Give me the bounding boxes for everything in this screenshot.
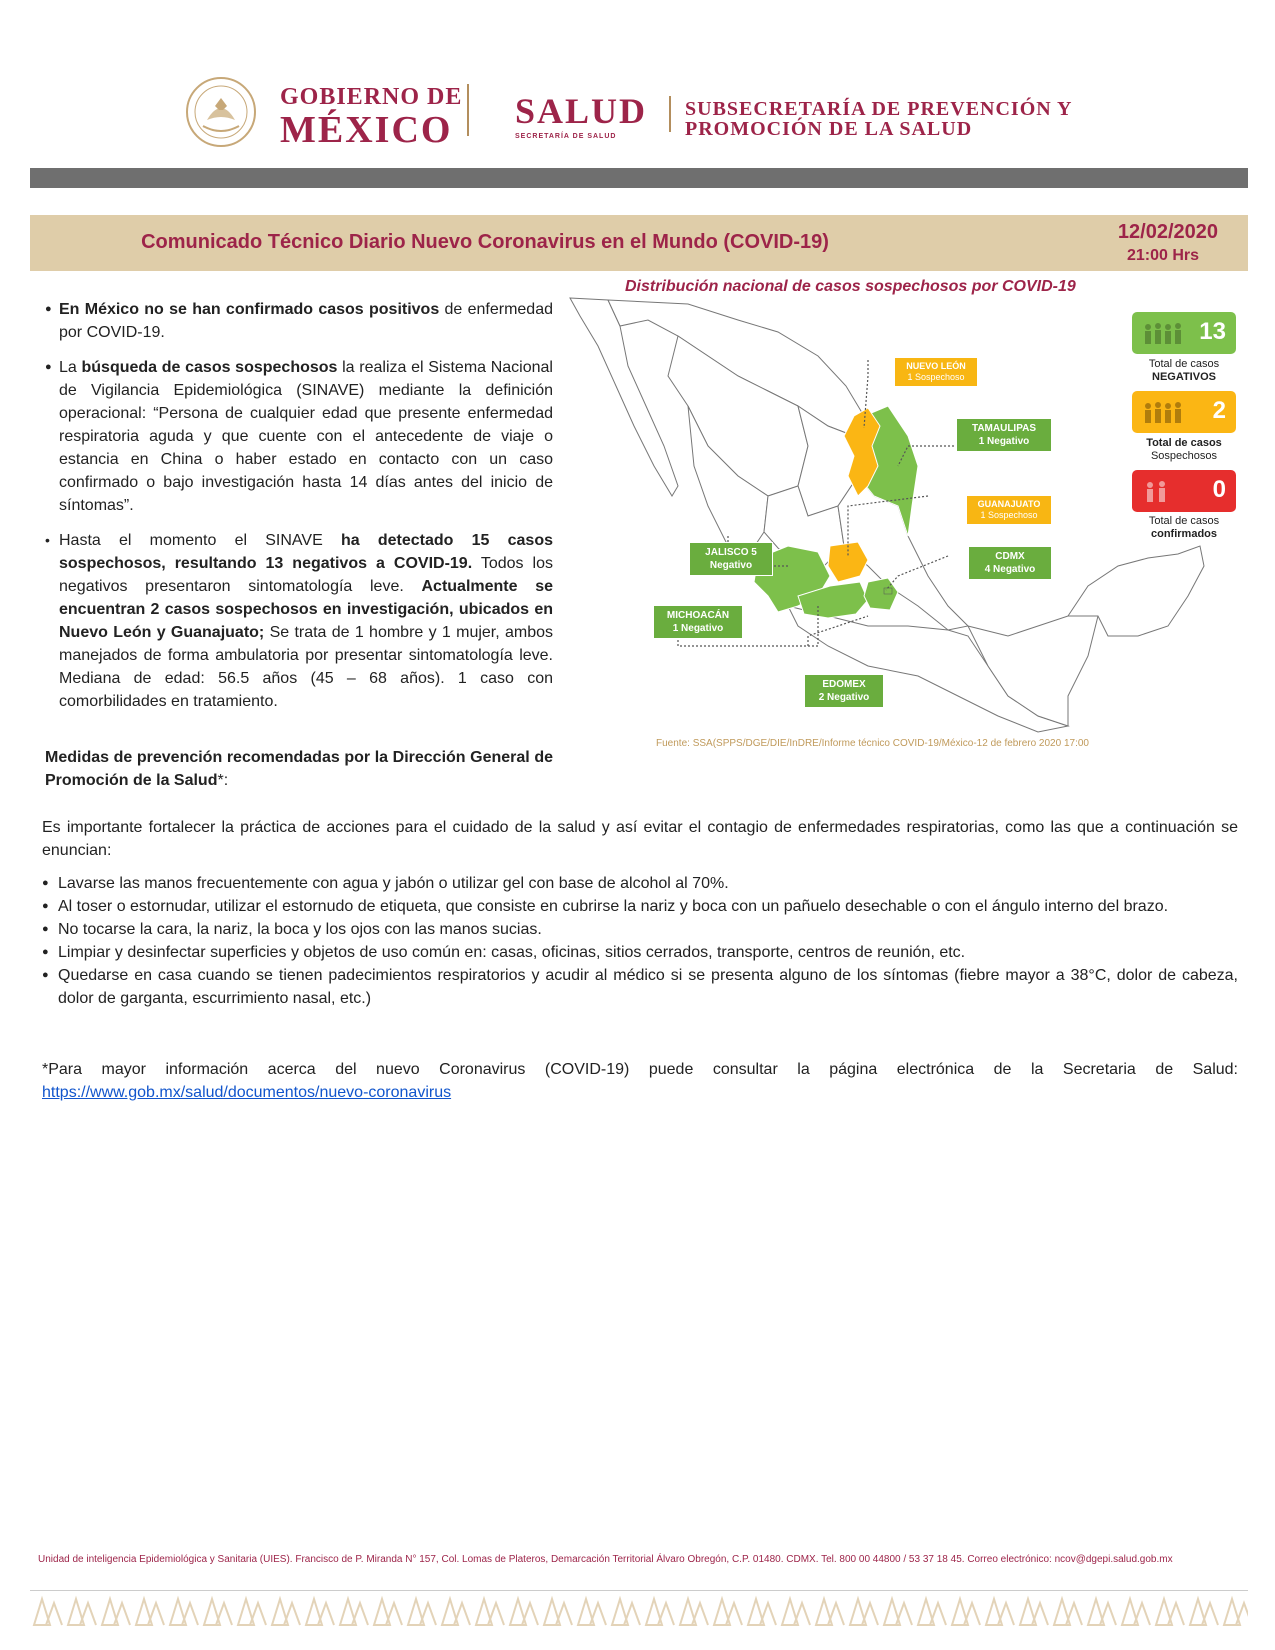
- label-nuevo-leon: NUEVO LEÓN 1 Sospechoso: [894, 357, 978, 387]
- footer-divider: [30, 1590, 1248, 1591]
- label-edomex: EDOMEX 2 Negativo: [804, 674, 884, 708]
- gobierno-line2: MÉXICO: [280, 109, 453, 151]
- list-item: ● Quedarse en casa cuando se tienen padecimientos respiratorios y acudir al médico si se presenta alguno de los síntomas (fiebre mayor a 38°C, dolor de cabeza, dolor de garganta, escurrimiento nasal, etc.): [42, 964, 1238, 1010]
- label-tamaulipas: TAMAULIPAS 1 Negativo: [956, 418, 1052, 452]
- bullet-busqueda: ● La búsqueda de casos sospechosos la realiza el Sistema Nacional de Vigilancia Epidemiológica (SINAVE) mediante la definición operacional: “Persona de cualquier edad que presente enfermedad respiratoria aguda y que cuente con el antecedente de viaje o estancia en China o haber estado en contacto con un caso confirmado o bajo investigación hasta 14 días antes del inicio de síntomas”.: [45, 356, 553, 517]
- report-time: 21:00 Hrs: [1126, 247, 1200, 264]
- subsecretaria-line1: SUBSECRETARÍA DE PREVENCIÓN Y: [685, 98, 1073, 120]
- list-item: ● Lavarse las manos frecuentemente con agua y jabón o utilizar gel con base de alcohol al 70%.: [42, 872, 1238, 895]
- footer-text: Unidad de inteligencia Epidemiológica y Sanitaria (UIES). Francisco de P. Miranda N° 157, Col. Lomas de Plateros, Demarcación Territorial Álvaro Obregón, C.P. 01480. CDMX. Tel. 800 00 44800 / 53 37 18 45. Correo electrónico: ncov@dgepi.salud.gob.mx: [38, 1554, 1173, 1565]
- people-group-icon: [1140, 478, 1190, 504]
- intro-paragraph: Es importante fortalecer la práctica de acciones para el cuidado de la salud y así evitar el contagio de enfermedades respiratorias, como las que a continuación se enuncian:: [42, 819, 1238, 859]
- gobierno-line1: GOBIERNO DE: [280, 84, 463, 110]
- negativos-count: 13: [1199, 318, 1226, 345]
- report-date: 12/02/2020: [1117, 221, 1218, 243]
- sospechosos-count: 2: [1212, 397, 1226, 424]
- negativos-box: [1132, 312, 1236, 354]
- list-item: ● No tocarse la cara, la nariz, la boca y los ojos con las manos sucias.: [42, 918, 1238, 941]
- people-group-icon: [1140, 320, 1190, 346]
- summary-column: [45, 298, 553, 725]
- label-cdmx: CDMX 4 Negativo: [968, 546, 1052, 580]
- bullet-no-confirmed: ● En México no se han confirmado casos positivos de enfermedad por COVID-19.: [45, 298, 553, 344]
- header-divider: [467, 84, 469, 136]
- sospechosos-box: [1132, 391, 1236, 433]
- list-item: ● Al toser o estornudar, utilizar el estornudo de etiqueta, que consiste en cubrirse la nariz y boca con un pañuelo desechable o con el ángulo interno del brazo.: [42, 895, 1238, 918]
- subsecretaria-line2: PROMOCIÓN DE LA SALUD: [685, 118, 973, 140]
- recommendations-list: [42, 872, 1238, 1010]
- bullet-detectados: • Hasta el momento el SINAVE ha detectado 15 casos sospechosos, resultando 13 negativos a COVID-19. Todos los negativos presentaron sintomatología leve. Actualmente se encuentran 2 casos sospechosos en investigación, ubicados en Nuevo León y Guanajuato; Se trata de 1 hombre y 1 mujer, ambos manejados de forma ambulatoria por presentar sintomatología leve. Mediana de edad: 56.5 años (45 – 68 años). 1 caso con comorbilidades en tratamiento.: [45, 529, 553, 713]
- sospechosos-caption: Total de casos Sospechosos: [1146, 437, 1222, 462]
- header-divider: [669, 96, 671, 132]
- page-header: [185, 76, 1105, 151]
- medidas-heading: Medidas de prevención recomendadas por la Dirección General de Promoción de la Salud*:: [45, 749, 553, 789]
- people-group-icon: [1140, 399, 1190, 425]
- more-info-paragraph: *Para mayor información acerca del nuevo Coronavirus (COVID-19) puede consultar la página electrónica de la Secretaria de Salud: https://www.gob.mx/salud/documentos/nuevo-coronavirus: [42, 1061, 1238, 1101]
- document-title: Comunicado Técnico Diario Nuevo Coronavirus en el Mundo (COVID-19): [141, 231, 829, 253]
- salud-link[interactable]: https://www.gob.mx/salud/documentos/nuevo-coronavirus: [42, 1084, 452, 1101]
- label-michoacan: MICHOACÁN 1 Negativo: [653, 605, 743, 639]
- footer-pattern-icon: [30, 1595, 1248, 1629]
- confirmados-box: [1132, 470, 1236, 512]
- confirmados-caption: Total de casos confirmados: [1148, 515, 1220, 540]
- label-jalisco: JALISCO 5 Negativo: [689, 542, 773, 576]
- map-title: Distribución nacional de casos sospechosos por COVID-19: [625, 278, 1076, 295]
- title-bar: [30, 215, 1248, 271]
- salud-logo: SALUD: [515, 91, 648, 131]
- header-gray-bar: [30, 168, 1248, 188]
- negativos-caption: Total de casos NEGATIVOS: [1148, 358, 1220, 383]
- map-source: Fuente: SSA(SPPS/DGE/DIE/InDRE/Informe técnico COVID-19/México-12 de febrero 2020 17:00: [656, 738, 1089, 749]
- national-seal-icon: [185, 76, 257, 148]
- confirmados-count: 0: [1212, 476, 1226, 503]
- label-guanajuato: GUANAJUATO 1 Sospechoso: [966, 495, 1052, 525]
- salud-subtitle: SECRETARÍA DE SALUD: [515, 133, 617, 140]
- mexico-map: [568, 296, 1208, 736]
- list-item: ● Limpiar y desinfectar superficies y objetos de uso común en: casas, oficinas, sitios cerrados, transporte, centros de reunión, etc.: [42, 941, 1238, 964]
